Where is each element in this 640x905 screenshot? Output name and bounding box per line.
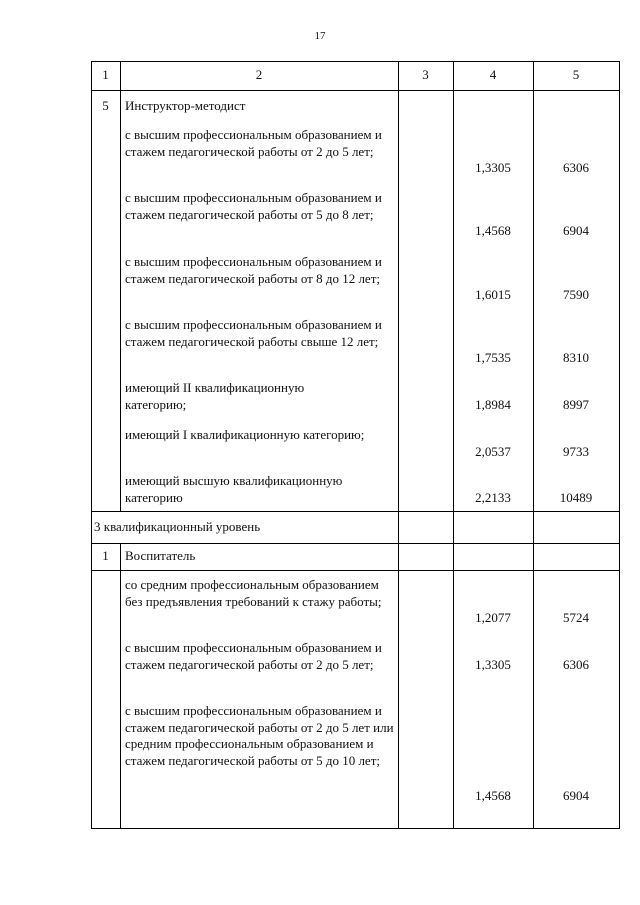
row-description: со средним профессиональным образованием без предъявления требований к стажу работы; [125, 577, 382, 609]
salary: 9733 [563, 444, 589, 459]
column-divider-1 [120, 61, 121, 511]
row-description: имеющий II квалификационную категорию; [125, 380, 305, 412]
row-number: 5 [102, 98, 109, 113]
salary: 6904 [563, 223, 589, 238]
row-description: с высшим профессиональным образованием и стажем педагогической работы от 5 до 8 лет; [125, 190, 382, 222]
coefficient: 1,3305 [475, 160, 511, 175]
coefficient: 1,8984 [475, 397, 511, 412]
coefficient: 1,4568 [475, 788, 511, 803]
row-description: с высшим профессиональным образованием и стажем педагогической работы от 8 до 12 лет; [125, 254, 382, 286]
section-heading: 3 квалификационный уровень [94, 519, 261, 534]
column-header: 3 [422, 67, 429, 82]
coefficient: 1,2077 [475, 610, 511, 625]
row-divider [91, 543, 620, 544]
row-description: с высшим профессиональным образованием и стажем педагогической работы от 2 до 5 лет; [125, 640, 382, 672]
coefficient: 2,0537 [475, 444, 511, 459]
position-title: Инструктор-методист [125, 98, 246, 113]
salary: 7590 [563, 287, 589, 302]
row-number: 1 [102, 548, 109, 563]
row-divider [91, 511, 620, 512]
salary: 6306 [563, 657, 589, 672]
row-description: имеющий высшую квалификационную категорию [125, 473, 343, 505]
header-divider [91, 90, 620, 91]
table-border-bottom [91, 828, 620, 829]
salary: 10489 [559, 490, 593, 505]
table-border-top [91, 61, 620, 62]
column-divider-2 [398, 61, 399, 828]
salary-table [91, 61, 620, 828]
column-header: 1 [102, 67, 109, 82]
page-number: 17 [314, 30, 326, 42]
table-border-left [91, 61, 92, 828]
row-description: с высшим профессиональным образованием и стажем педагогической работы от 2 до 5 лет или средним профессиональным образованием и стажем педагогической работы от 5 до 10 лет; [125, 703, 394, 768]
salary: 8997 [563, 397, 589, 412]
row-description: с высшим профессиональным образованием и стажем педагогической работы от 2 до 5 лет; [125, 127, 382, 159]
position-title: Воспитатель [125, 548, 196, 563]
row-description: имеющий I квалификационную категорию; [125, 427, 365, 442]
salary: 8310 [563, 350, 589, 365]
coefficient: 1,7535 [475, 350, 511, 365]
column-header: 2 [255, 67, 263, 82]
column-header: 5 [572, 67, 580, 82]
coefficient: 1,4568 [475, 223, 511, 238]
column-header: 4 [489, 67, 497, 82]
table-border-right [619, 61, 620, 828]
row-description: с высшим профессиональным образованием и стажем педагогической работы свыше 12 лет; [125, 317, 382, 349]
salary: 6306 [563, 160, 589, 175]
salary: 6904 [563, 788, 589, 803]
coefficient: 2,2133 [475, 490, 511, 505]
coefficient: 1,3305 [475, 657, 511, 672]
salary: 5724 [563, 610, 589, 625]
coefficient: 1,6015 [475, 287, 511, 302]
row-divider [91, 570, 620, 571]
column-divider-1b [120, 543, 121, 828]
